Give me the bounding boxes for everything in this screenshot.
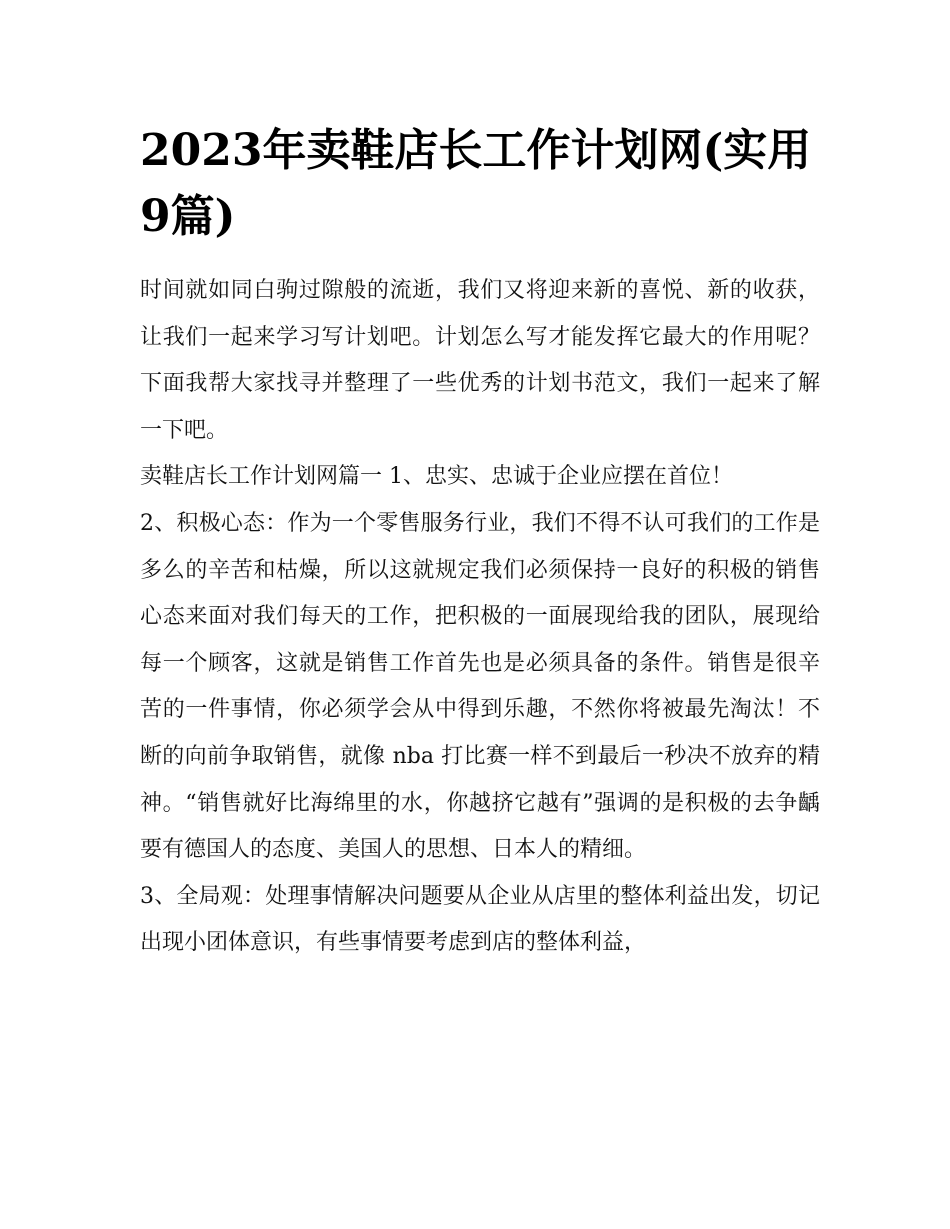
positive-attitude-paragraph: 2、积极心态：作为一个零售服务行业，我们不得不认可我们的工作是多么的辛苦和枯燥，所以这就规定我们必须保持一良好的积极的销售心态来面对我们每天的工作，把积极的一面展现给我的团队，展现给每一个顾客，这就是销售工作首先也是必须具备的条件。销售是很辛苦的一件事情，你必须学会从中得到乐趣，不然你将被最先淘汰！不断的向前争取销售，就像 nba 打比赛一样不到最后一秒决不放弃的精神。“销售就好比海绵里的水，你越挤它越有”强调的是积极的去争齲要有德国人的态度、美国人的思想、日本人的精细。 [140, 510, 820, 863]
document-body [140, 118, 820, 967]
document-title: 2023年卖鞋店长工作计划网(实用9篇) [140, 125, 812, 242]
big-picture-paragraph: 3、全局观：处理事情解决问题要从企业从店里的整体利益出发，切记出现小团体意识，有些事情要考虑到店的整体利益， [140, 883, 820, 956]
intro-paragraph: 时间就如同白驹过隙般的流逝，我们又将迎来新的喜悦、新的收获，让我们一起来学习写计划吧。计划怎么写才能发挥它最大的作用呢？下面我帮大家找寻并整理了一些优秀的计划书范文，我们一起来了解一下吧。 [140, 278, 820, 443]
section-heading-paragraph: 卖鞋店长工作计划网篇一 1、忠实、忠诚于企业应摆在首位！ [140, 464, 733, 490]
